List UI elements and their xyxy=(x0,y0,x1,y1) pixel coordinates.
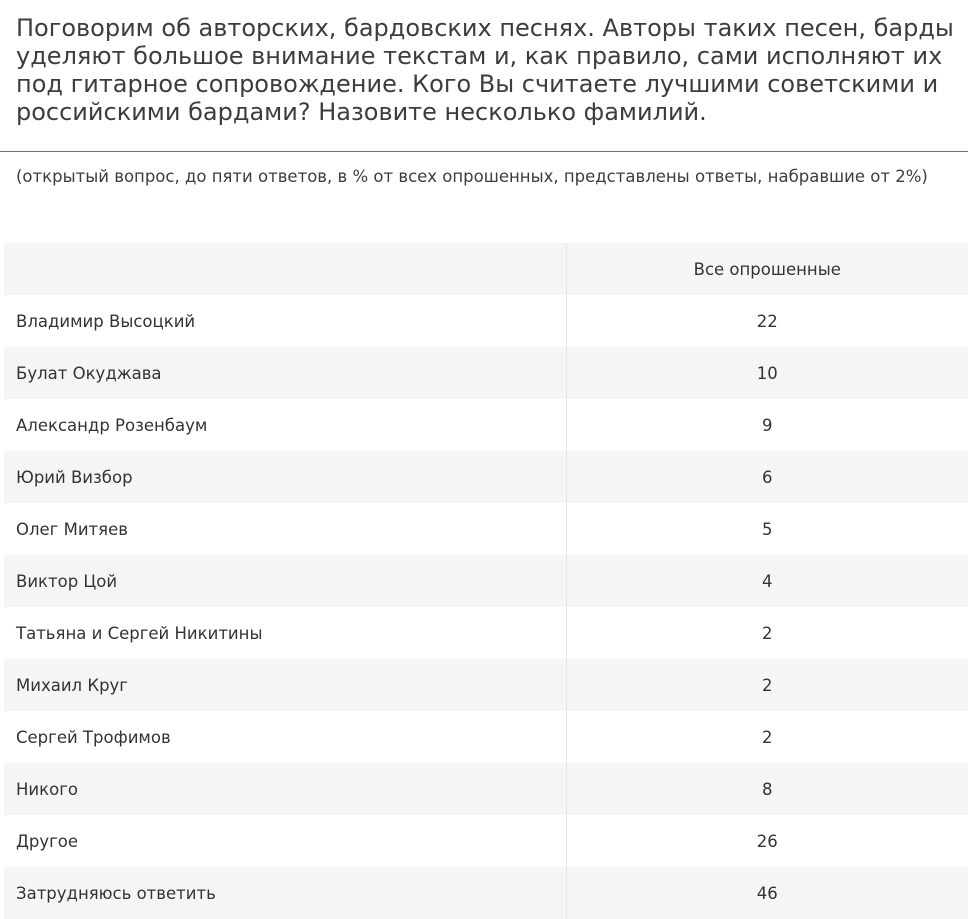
row-value: 46 xyxy=(566,867,968,919)
row-value: 10 xyxy=(566,347,968,399)
row-value: 2 xyxy=(566,711,968,763)
row-name: Татьяна и Сергей Никитины xyxy=(4,607,566,659)
row-value: 4 xyxy=(566,555,968,607)
row-name: Булат Окуджава xyxy=(4,347,566,399)
row-name: Михаил Круг xyxy=(4,659,566,711)
table-row xyxy=(4,763,968,815)
row-value: 6 xyxy=(566,451,968,503)
table-body xyxy=(4,295,968,919)
divider xyxy=(0,151,968,152)
row-name: Владимир Высоцкий xyxy=(4,295,566,347)
row-value: 5 xyxy=(566,503,968,555)
header-all-respondents: Все опрошенные xyxy=(566,243,968,295)
table-header-row xyxy=(4,243,968,295)
row-value: 8 xyxy=(566,763,968,815)
results-table xyxy=(4,243,968,919)
row-value: 22 xyxy=(566,295,968,347)
row-value: 2 xyxy=(566,607,968,659)
row-value: 2 xyxy=(566,659,968,711)
table-row xyxy=(4,815,968,867)
table-row xyxy=(4,451,968,503)
row-name: Никого xyxy=(4,763,566,815)
question-text: Поговорим об авторских, бардовских песнях. Авторы таких песен, барды уделяют большое внимание текстам и, как правило, сами исполняют их под гитарное сопровождение. Кого Вы считаете лучшими советскими и российскими бардами? Назовите несколько фамилий. xyxy=(16,14,954,126)
row-value: 9 xyxy=(566,399,968,451)
row-name: Юрий Визбор xyxy=(4,451,566,503)
table-row xyxy=(4,867,968,919)
table-row xyxy=(4,711,968,763)
row-name: Другое xyxy=(4,815,566,867)
table-row xyxy=(4,399,968,451)
row-name: Сергей Трофимов xyxy=(4,711,566,763)
table-row xyxy=(4,607,968,659)
table-row xyxy=(4,659,968,711)
results-table-wrapper xyxy=(4,243,968,919)
row-value: 26 xyxy=(566,815,968,867)
table-row xyxy=(4,295,968,347)
row-name: Олег Митяев xyxy=(4,503,566,555)
row-name: Виктор Цой xyxy=(4,555,566,607)
question-note: (открытый вопрос, до пяти ответов, в % от всех опрошенных, представлены ответы, набравшие от 2%) xyxy=(16,167,928,186)
row-name: Александр Розенбаум xyxy=(4,399,566,451)
row-name: Затрудняюсь ответить xyxy=(4,867,566,919)
table-row xyxy=(4,555,968,607)
header-name xyxy=(4,243,566,295)
table-row xyxy=(4,503,968,555)
table-row xyxy=(4,347,968,399)
